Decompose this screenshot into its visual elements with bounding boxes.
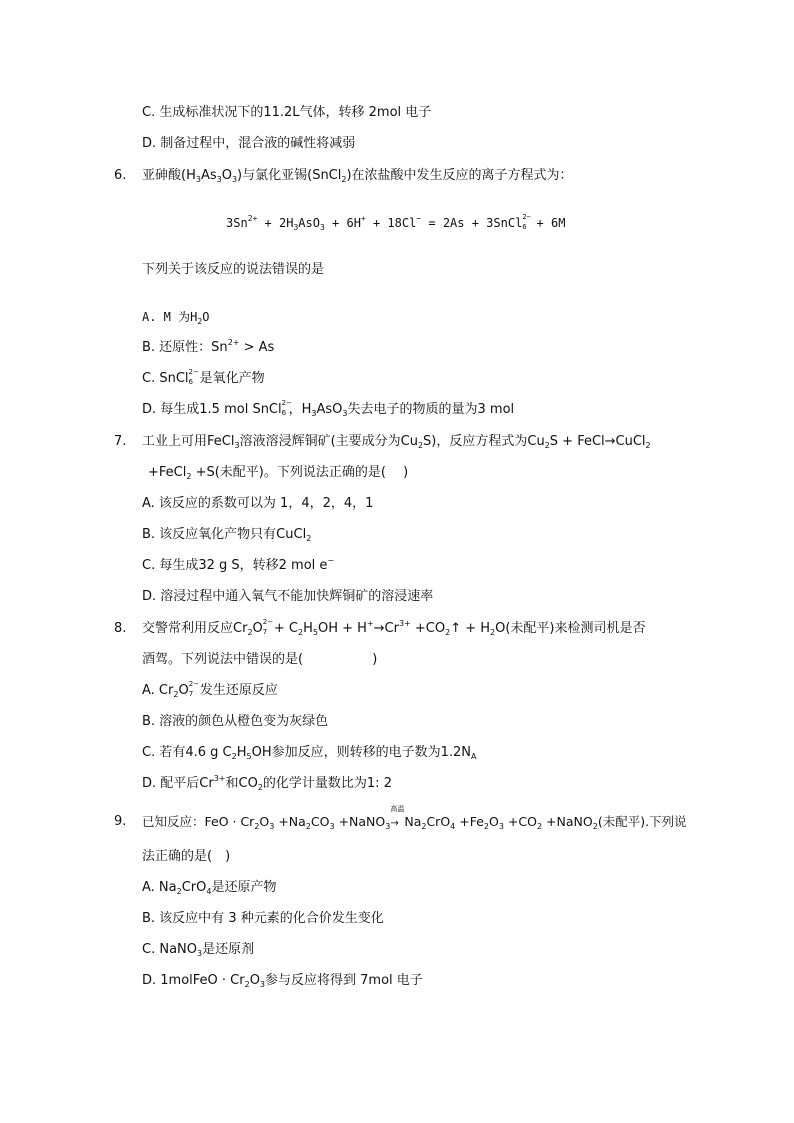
q6-option-b: B. 还原性：$Sn^{2+} > As$ [142, 338, 275, 355]
q7-option-a: A. 该反应的系数可以为 1，4，2，4，1 [142, 496, 374, 511]
q8-stem-line2: 酒驾。下列说法中错误的是( ) [142, 652, 378, 667]
q7-number: 7. [114, 434, 127, 449]
q6-option-d: D. 每生成1.5 mol SnCl 2− 6 ，$H_3AsO_3$失去电子的物质的量为3 mol [142, 398, 515, 418]
q8-option-b: B. 溶液的颜色从橙色变为灰绿色 [142, 714, 329, 729]
q8-stem-line1: 交警常利用反应$Cr_2O$ 2− 7 + $C_2H_5OH + H^+\to Cr^{3+}$ $+CO_2↑ + H_2O$(未配平)来检测司机是否 [142, 617, 646, 637]
q9-option-a: A. $Na_2CrO_4$是还原产物 [142, 880, 277, 896]
q8-number: 8. [114, 621, 127, 636]
q7-stem-line2: +FeCl$_2$ +S(未配平)。下列说法正确的是( ) [148, 465, 409, 481]
q9-option-c: C. NaNO$_3$是还原剂 [142, 942, 255, 958]
q6-option-a: A. M 为$H_2O$ [142, 310, 210, 326]
q8-option-c: C. 若有4.6 g $C_2H_5OH$参加反应，则转移的电子数为$1.2N_A$ [142, 745, 477, 761]
q8-option-d: D. 配平后$Cr^{3+}$和$CO_2$的化学计量数比为1: 2 [142, 774, 392, 792]
q6-option-c: C. SnCl 2− 6 是氧化产物 [142, 367, 265, 386]
q5-option-c: C. 生成标准状况下的11.2L气体，转移 2mol 电子 [142, 105, 432, 120]
q6-number: 6. [114, 168, 127, 183]
q6-prompt: 下列关于该反应的说法错误的是 [142, 262, 325, 277]
q7-stem-line1: 工业上可用FeCl$_3$溶液溶浸辉铜矿(主要成分为$Cu_2S$)，反应方程式为$Cu_2S$ + FeCl→CuCl$_2$ [142, 434, 651, 450]
reaction-arrow-high-temp: 高温 → [390, 805, 405, 829]
q5-option-d: D. 制备过程中，混合液的碱性将减弱 [142, 136, 356, 151]
q9-option-b: B. 该反应中有 3 种元素的化合价发生变化 [142, 911, 384, 926]
q9-number: 9. [114, 814, 127, 829]
q6-equation: $3Sn^{2+} + 2H_3AsO_3 + 6H^+ + 18Cl^- = 2As$ + 3SnCl 2− 6 + 6M [226, 212, 566, 232]
q6-stem: 亚砷酸$(H_3As_3O_3)$与氯化亚锡(SnCl$_2$)在浓盐酸中发生反应的离子方程式为： [142, 168, 573, 184]
q9-stem-line2: 法正确的是( ) [142, 849, 231, 864]
q7-option-d: D. 溶浸过程中通入氧气不能加快辉铜矿的溶浸速率 [142, 589, 434, 604]
q9-option-d: D. 1molFeO · $Cr_2O_3$参与反应将得到 7mol 电子 [142, 973, 423, 989]
q7-option-c: C. 每生成32 g S，转移2 mol e− [142, 556, 335, 573]
q7-option-b: B. 该反应氧化产物只有CuCl$_2$ [142, 527, 312, 543]
q8-option-a: A. $Cr_2O$ 2− 7 发生还原反应 [142, 679, 278, 699]
q9-stem-line1: 已知反应：FeO · $Cr_2O_3 +Na_2CO_3$ +NaNO$_3$ 高温 → $Na_2CrO_4 +Fe_2O_3 +CO_2$ +NaNO$_2$(未配平).下列说 [142, 805, 687, 831]
